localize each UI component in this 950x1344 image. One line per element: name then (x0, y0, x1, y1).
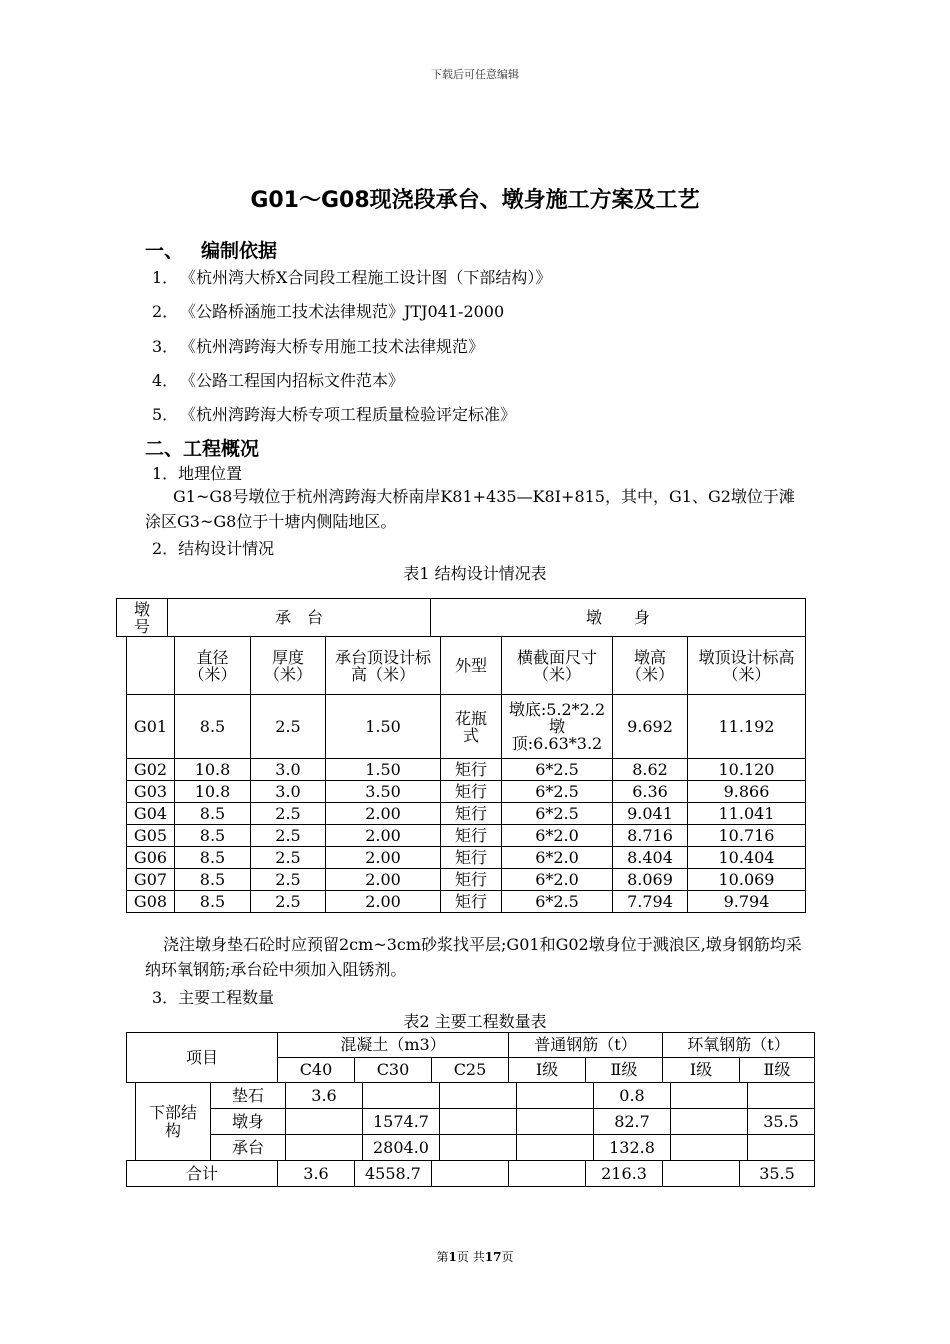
section-2-heading: 二、工程概况 (145, 438, 260, 460)
table-row: G03 10.8 3.0 3.50 矩行 6*2.5 6.36 9.866 (127, 781, 806, 803)
col-header: 横截面尺寸（米） (502, 637, 613, 695)
col-header: 墩顶设计标高（米） (688, 637, 806, 695)
col-header: 承台顶设计标高（米） (326, 637, 441, 695)
table-row: G06 8.5 2.5 2.00 矩行 6*2.0 8.404 10.404 (127, 847, 806, 869)
page-number: 1 (448, 1250, 457, 1264)
table-2-total (126, 1160, 815, 1187)
table-2-body (135, 1082, 815, 1161)
ref-item: 2． 《公路桥涵施工技术法律规范》JTJ041-2000 (152, 302, 505, 321)
section-1-heading (145, 236, 277, 263)
location-paragraph: G1~G8号墩位于杭州湾跨海大桥南岸K81+435—K8I+815，其中，G1、G2墩位于滩涂区G3~G8位于十塘内侧陆地区。 (145, 487, 795, 531)
group-label: 下部结构 (136, 1083, 211, 1161)
table-row: 墩身 1574.7 82.7 35.5 (136, 1109, 815, 1135)
total-row: 合计 3.6 4558.7 216.3 35.5 (127, 1161, 815, 1187)
page-footer: 第1页 共17页 (436, 1250, 514, 1264)
table-1-body (126, 636, 806, 913)
col-header: 外型 (441, 637, 502, 695)
page-header: 下载后可任意编辑 (431, 68, 519, 81)
note-paragraph: 浇注墩身垫石砼时应预留2cm~3cm砂浆找平层;G01和G02墩身位于溅浪区,墩身钢筋均采纳环氧钢筋;承台砼中须加入阻锈剂。 (145, 935, 802, 979)
table-row: G02 10.8 3.0 1.50 矩行 6*2.5 8.62 10.120 (127, 759, 806, 781)
table-row: 下部结构 垫石 3.6 0.8 (136, 1083, 815, 1109)
subsection-quantities: 3．主要工程数量 (152, 988, 275, 1007)
header-item: 项目 (127, 1033, 278, 1083)
header-pier-no: 墩号 (117, 599, 168, 637)
subsection-structure: 2．结构设计情况 (152, 539, 275, 558)
header-pier-body: 墩 身 (431, 599, 806, 637)
ref-item: 4． 《公路工程国内招标文件范本》 (152, 371, 405, 390)
ref-item: 5． 《杭州湾跨海大桥专项工程质量检验评定标准》 (152, 405, 517, 424)
table-row: G01 8.5 2.5 1.50 花瓶式 墩底:5.2*2.2 墩顶:6.63*3.2 9.692 11.192 (127, 695, 806, 759)
table-1-caption: 表1 结构设计情况表 (403, 564, 547, 583)
col-header: 直径（米） (175, 637, 251, 695)
table-cell (127, 637, 175, 695)
table-2-header: 项目 混凝土（m3） 普通钢筋（t） 环氧钢筋（t） C40 C30 C25 Ⅰ级 Ⅱ级 Ⅰ级 Ⅱ级 (126, 1032, 815, 1083)
table-row: 承台 2804.0 132.8 (136, 1135, 815, 1161)
table-row: G08 8.5 2.5 2.00 矩行 6*2.5 7.794 9.794 (127, 891, 806, 913)
col-header: 厚度（米） (251, 637, 326, 695)
table-row: G04 8.5 2.5 2.00 矩行 6*2.5 9.041 11.041 (127, 803, 806, 825)
section-1-title: 编制依据 (201, 240, 278, 262)
doc-title: G01～G08现浇段承台、墩身施工方案及工艺 (250, 188, 700, 213)
table-row: G05 8.5 2.5 2.00 矩行 6*2.0 8.716 10.716 (127, 825, 806, 847)
col-header: 墩高（米） (613, 637, 688, 695)
header-rebar: 普通钢筋（t） (509, 1033, 663, 1058)
header-epoxy-rebar: 环氧钢筋（t） (663, 1033, 815, 1058)
table-2-caption: 表2 主要工程数量表 (403, 1012, 547, 1031)
table-1-header (116, 598, 806, 637)
header-concrete: 混凝土（m3） (278, 1033, 509, 1058)
page-total: 17 (484, 1250, 502, 1264)
table-row: G07 8.5 2.5 2.00 矩行 6*2.0 8.069 10.069 (127, 869, 806, 891)
ref-item: 1． 《杭州湾大桥Ⅹ合同段工程施工设计图（下部结构）》 (152, 268, 552, 287)
ref-item: 3． 《杭州湾跨海大桥专用施工技术法律规范》 (152, 337, 485, 356)
subsection-location: 1．地理位置 (152, 464, 243, 483)
section-1-number: 一、 (145, 240, 184, 262)
header-cap: 承 台 (168, 599, 431, 637)
